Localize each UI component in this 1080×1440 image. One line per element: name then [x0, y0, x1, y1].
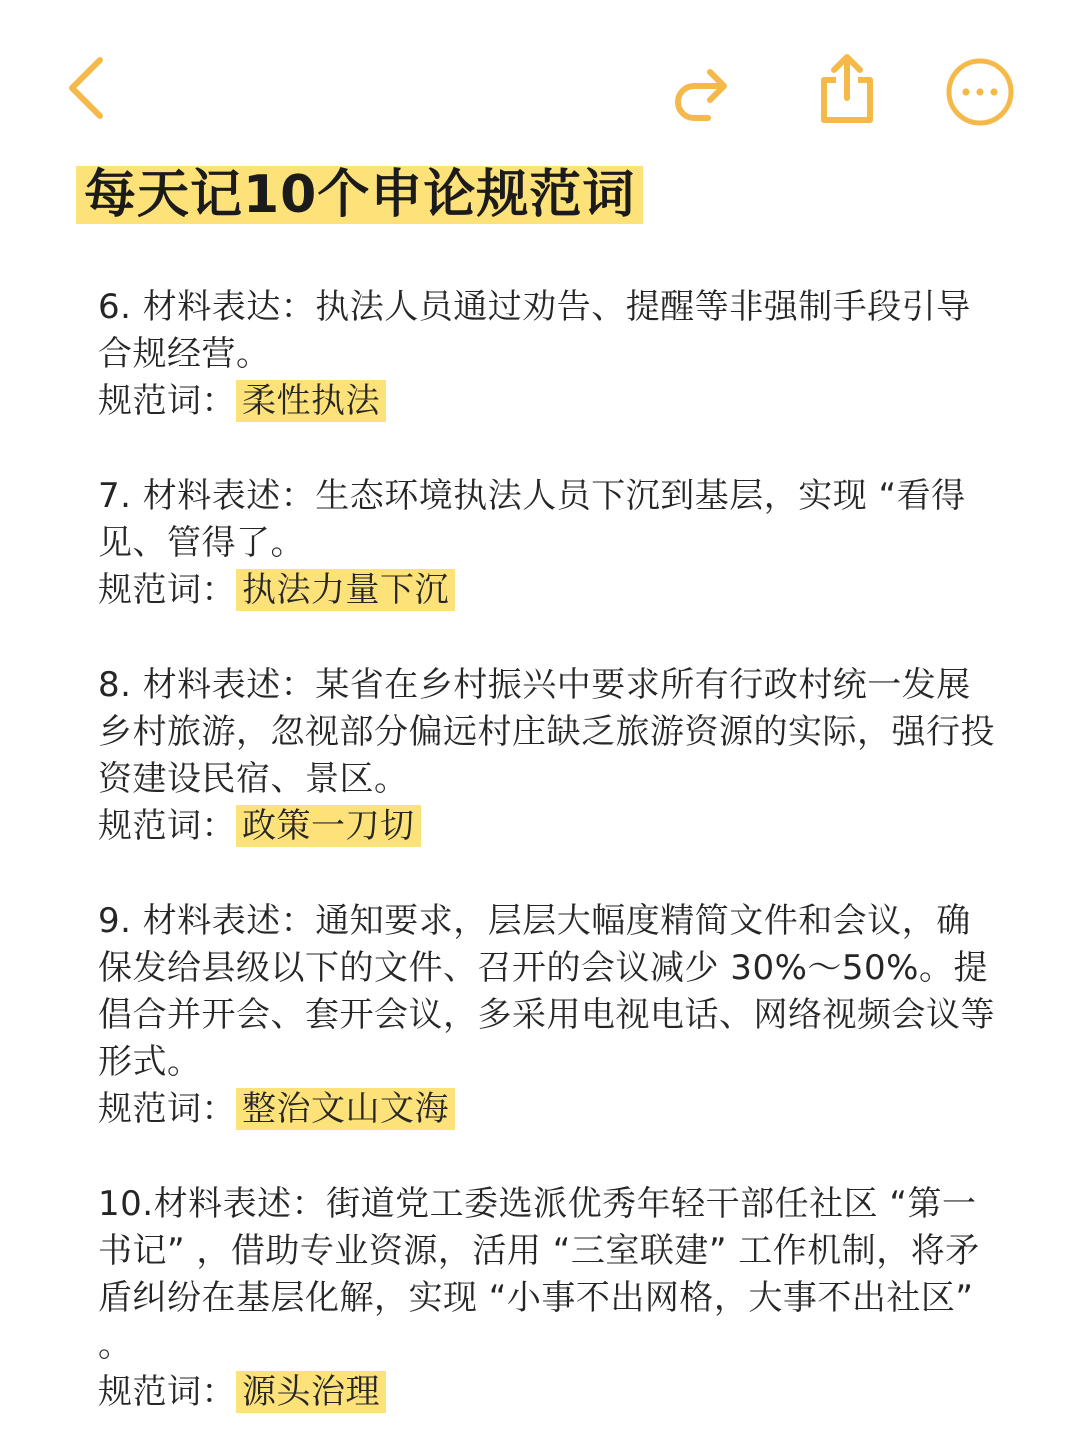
term-line [98, 1369, 998, 1416]
more-button[interactable] [942, 54, 1018, 130]
list-item [98, 898, 998, 1133]
term-line [98, 378, 998, 425]
term-line [98, 567, 998, 614]
more-icon [942, 54, 1018, 130]
material-text: 8. 材料表述：某省在乡村振兴中要求所有行政村统一发展乡村旅游，忽视部分偏远村庄缺乏旅游资源的实际，强行投资建设民宿、景区。 [98, 665, 995, 799]
material-text: 6. 材料表达：执法人员通过劝告、提醒等非强制手段引导合规经营。 [98, 287, 971, 374]
top-toolbar [0, 0, 1080, 170]
term-line [98, 803, 998, 850]
list-item [98, 284, 998, 425]
term-label: 规范词： [98, 381, 236, 421]
term-label: 规范词： [98, 1089, 236, 1129]
term-label: 规范词： [98, 806, 236, 846]
entries-list [98, 284, 998, 1416]
highlighted-term: 政策一刀切 [236, 805, 421, 847]
share-icon [812, 50, 882, 126]
material-text: 10.材料表述：街道党工委选派优秀年轻干部任社区 “第一书记” ，借助专业资源，活用 “三室联建” 工作机制，将矛盾纠纷在基层化解，实现 “小事不出网格，大事不出社区” 。 [98, 1184, 980, 1365]
highlighted-term: 柔性执法 [236, 380, 386, 422]
term-label: 规范词： [98, 570, 236, 610]
title-block [76, 166, 643, 224]
back-button[interactable] [58, 52, 118, 124]
page-title: 每天记10个申论规范词 [76, 166, 643, 224]
forward-arrow-icon [668, 56, 738, 126]
highlighted-term: 源头治理 [236, 1371, 386, 1413]
highlighted-term: 整治文山文海 [236, 1088, 455, 1130]
list-item [98, 1181, 998, 1416]
chevron-left-icon [58, 52, 118, 124]
share-button[interactable] [812, 50, 882, 126]
forward-button[interactable] [668, 56, 738, 126]
highlighted-term: 执法力量下沉 [236, 569, 455, 611]
list-item [98, 473, 998, 614]
list-item [98, 662, 998, 850]
term-label: 规范词： [98, 1372, 236, 1412]
material-text: 7. 材料表述：生态环境执法人员下沉到基层，实现 “看得见、管得了。 [98, 476, 966, 563]
material-text: 9. 材料表述：通知要求，层层大幅度精简文件和会议，确保发给县级以下的文件、召开的会议减少 30%～50%。提倡合并开会、套开会议，多采用电视电话、网络视频会议等形式。 [98, 901, 995, 1082]
term-line [98, 1086, 998, 1133]
